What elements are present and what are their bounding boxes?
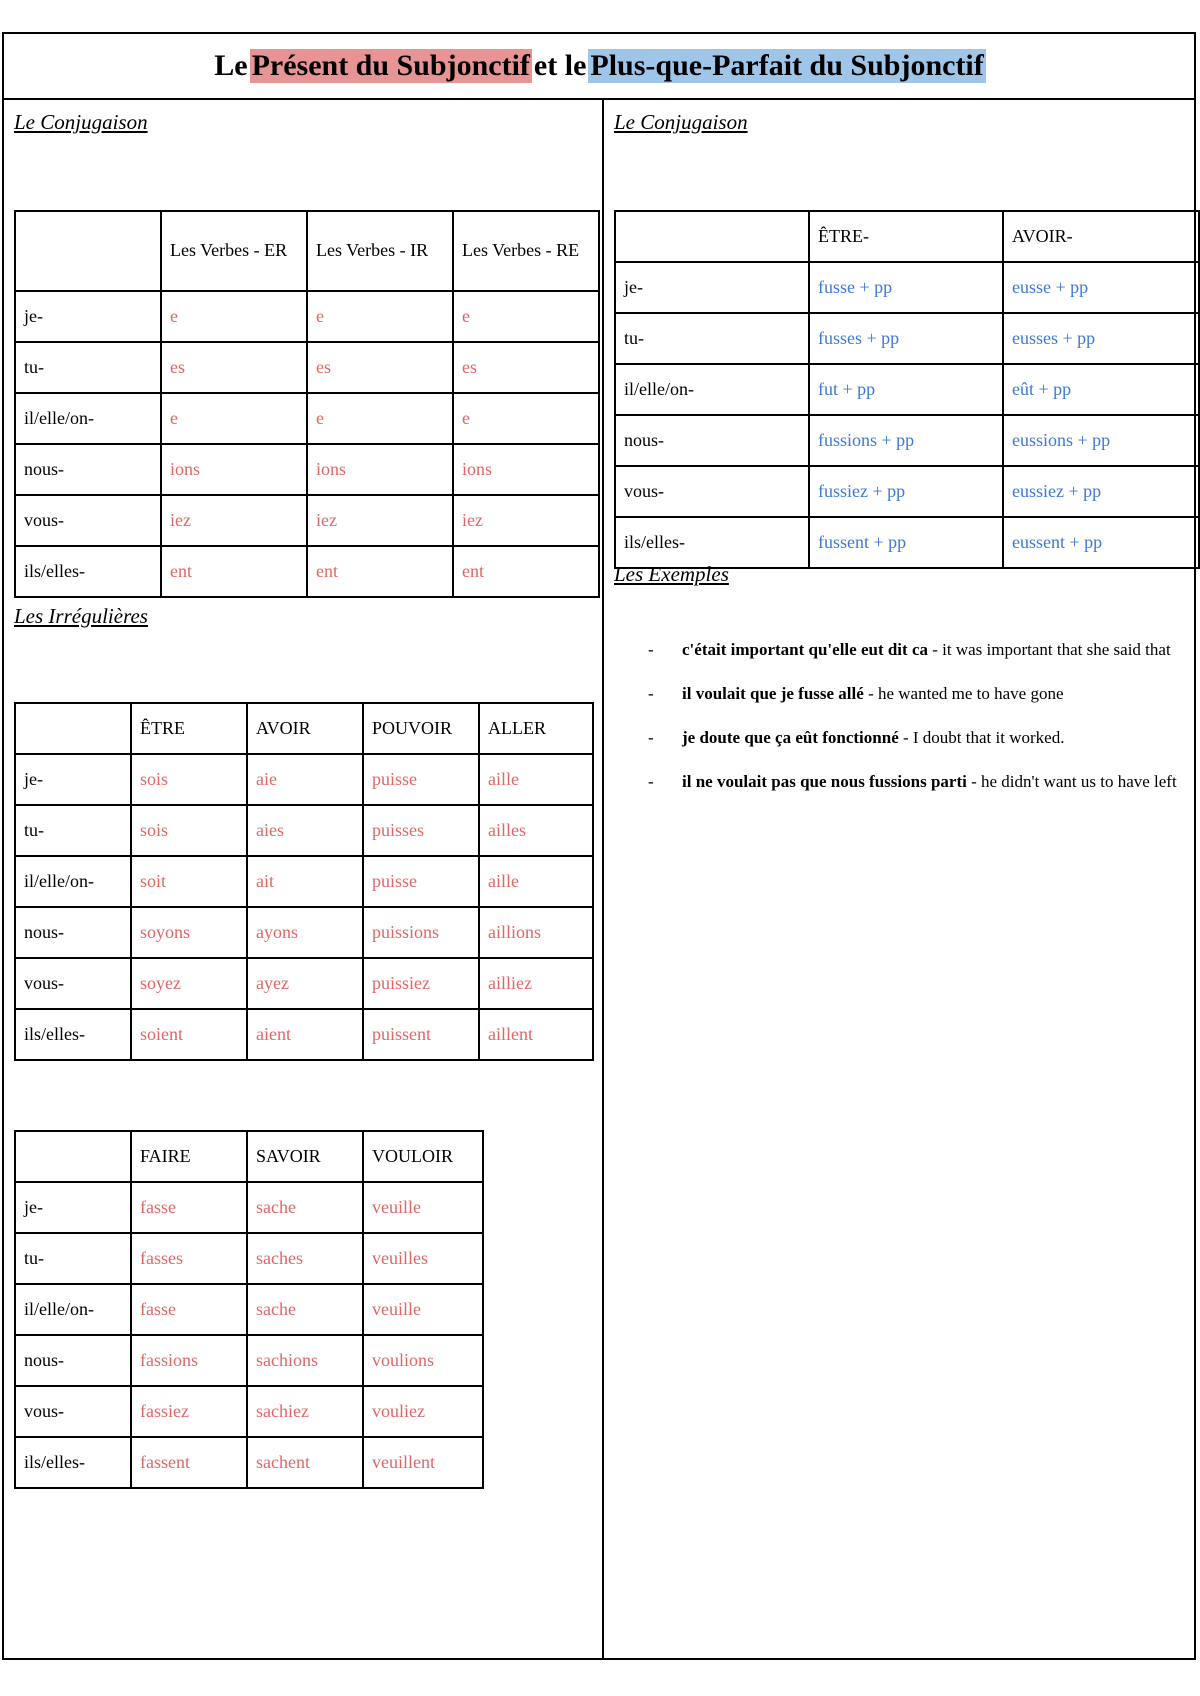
list-item: - je doute que ça eût fonctionné - I doubt that it worked. — [648, 728, 1065, 747]
list-item: - il voulait que je fusse allé - he wanted me to have gone — [648, 684, 1064, 703]
ending-cell: fassiez — [131, 1386, 247, 1437]
ending-cell: eussiez + pp — [1003, 466, 1199, 517]
ending-cell: puisse — [363, 754, 479, 805]
example-french: c'était important qu'elle eut dit ca — [682, 640, 928, 659]
pronoun-cell: tu- — [15, 1233, 131, 1284]
example-english: - it was important that she said that — [928, 640, 1171, 659]
example-french: je doute que ça eût fonctionné — [682, 728, 899, 747]
irregular-verbs-table-2 — [14, 1130, 484, 1489]
ending-cell: voulions — [363, 1335, 483, 1386]
pronoun-cell: vous- — [615, 466, 809, 517]
pronoun-cell: je- — [615, 262, 809, 313]
table-row — [15, 393, 599, 444]
ending-cell: ent — [307, 546, 453, 597]
ending-cell: veuillent — [363, 1437, 483, 1488]
examples-list — [612, 628, 1200, 804]
title-highlight-pqp: Plus-que-Parfait du Subjonctif — [590, 49, 984, 82]
pronoun-cell: il/elle/on- — [15, 856, 131, 907]
table-row — [15, 444, 599, 495]
table-header-cell: POUVOIR — [363, 703, 479, 754]
pronoun-cell: nous- — [15, 444, 161, 495]
ending-cell: soyez — [131, 958, 247, 1009]
pronoun-cell: il/elle/on- — [15, 1284, 131, 1335]
example-english: - he wanted me to have gone — [863, 684, 1064, 703]
irregular-verbs-table-1 — [14, 702, 594, 1061]
table-header-cell: VOULOIR — [363, 1131, 483, 1182]
table-header-row — [15, 703, 593, 754]
ending-cell: e — [453, 393, 599, 444]
pronoun-cell: il/elle/on- — [615, 364, 809, 415]
ending-cell: e — [161, 393, 307, 444]
pronoun-cell: tu- — [615, 313, 809, 364]
table-header-cell: ALLER — [479, 703, 593, 754]
table-row — [15, 1233, 483, 1284]
table-row — [15, 805, 593, 856]
ending-cell: fassions — [131, 1335, 247, 1386]
conjugaison-heading-right: Le Conjugaison — [614, 110, 748, 134]
table-row — [15, 1182, 483, 1233]
ending-cell: fussiez + pp — [809, 466, 1003, 517]
ending-cell: es — [161, 342, 307, 393]
ending-cell: saches — [247, 1233, 363, 1284]
example-french: il voulait que je fusse allé — [682, 684, 864, 703]
ending-cell: ions — [307, 444, 453, 495]
pronoun-cell: je- — [15, 754, 131, 805]
example-english: - I doubt that it worked. — [898, 728, 1065, 747]
table-header-cell — [15, 703, 131, 754]
ending-cell: ayez — [247, 958, 363, 1009]
table-header-cell: ÊTRE- — [809, 211, 1003, 262]
ending-cell: eussent + pp — [1003, 517, 1199, 568]
pronoun-cell: ils/elles- — [15, 546, 161, 597]
pronoun-cell: ils/elles- — [15, 1437, 131, 1488]
example-french: il ne voulait pas que nous fussions parti — [682, 772, 967, 791]
table-row — [615, 262, 1199, 313]
ending-cell: fusse + pp — [809, 262, 1003, 313]
table-header-row — [615, 211, 1199, 262]
pronoun-cell: vous- — [15, 1386, 131, 1437]
pqp-table — [614, 210, 1200, 569]
irregulieres-heading: Les Irrégulières — [14, 604, 148, 628]
table-row — [15, 291, 599, 342]
ending-cell: fusses + pp — [809, 313, 1003, 364]
ending-cell: sache — [247, 1182, 363, 1233]
exemples-heading: Les Exemples — [614, 562, 729, 586]
ending-cell: vouliez — [363, 1386, 483, 1437]
table-header-cell: SAVOIR — [247, 1131, 363, 1182]
pronoun-cell: je- — [15, 1182, 131, 1233]
ending-cell: fussent + pp — [809, 517, 1003, 568]
ending-cell: aies — [247, 805, 363, 856]
ending-cell: ions — [161, 444, 307, 495]
table-header-cell: Les Verbes - ER — [161, 211, 307, 291]
table-header-cell — [15, 1131, 131, 1182]
list-item: - c'était important qu'elle eut dit ca - it was important that she said that — [648, 640, 1171, 659]
title-prefix: Le — [214, 49, 248, 82]
table-row — [615, 313, 1199, 364]
ending-cell: fut + pp — [809, 364, 1003, 415]
pronoun-cell: ils/elles- — [15, 1009, 131, 1060]
table-row — [15, 495, 599, 546]
table-row — [615, 517, 1199, 568]
table-row — [15, 1009, 593, 1060]
ending-cell: sachions — [247, 1335, 363, 1386]
pronoun-cell: vous- — [15, 958, 131, 1009]
table-row — [615, 364, 1199, 415]
table-row — [15, 1437, 483, 1488]
table-row — [615, 415, 1199, 466]
title-middle: et le — [533, 49, 587, 82]
ending-cell: eusse + pp — [1003, 262, 1199, 313]
ending-cell: iez — [161, 495, 307, 546]
table-row — [15, 1335, 483, 1386]
table-row — [615, 466, 1199, 517]
pronoun-cell: tu- — [15, 805, 131, 856]
ending-cell: e — [453, 291, 599, 342]
ending-cell: fussions + pp — [809, 415, 1003, 466]
ending-cell: aille — [479, 856, 593, 907]
table-row — [15, 958, 593, 1009]
ending-cell: veuille — [363, 1284, 483, 1335]
table-header-row — [15, 211, 599, 291]
ending-cell: eût + pp — [1003, 364, 1199, 415]
ending-cell: ions — [453, 444, 599, 495]
ending-cell: sois — [131, 754, 247, 805]
table-row — [15, 546, 599, 597]
ending-cell: veuille — [363, 1182, 483, 1233]
table-row — [15, 1386, 483, 1437]
table-header-cell — [615, 211, 809, 262]
ending-cell: ailliez — [479, 958, 593, 1009]
ending-cell: iez — [453, 495, 599, 546]
pronoun-cell: nous- — [15, 907, 131, 958]
ending-cell: fasse — [131, 1284, 247, 1335]
pronoun-cell: nous- — [15, 1335, 131, 1386]
ending-cell: soyons — [131, 907, 247, 958]
regular-verbs-table — [14, 210, 600, 598]
ending-cell: aient — [247, 1009, 363, 1060]
ending-cell: ent — [453, 546, 599, 597]
ending-cell: puisse — [363, 856, 479, 907]
ending-cell: e — [307, 393, 453, 444]
table-row — [15, 754, 593, 805]
title-highlight-present: Présent du Subjonctif — [251, 49, 530, 82]
table-header-cell: ÊTRE — [131, 703, 247, 754]
ending-cell: aie — [247, 754, 363, 805]
ending-cell: puissiez — [363, 958, 479, 1009]
ending-cell: fasse — [131, 1182, 247, 1233]
table-header-cell: AVOIR — [247, 703, 363, 754]
ending-cell: sachent — [247, 1437, 363, 1488]
table-row — [15, 1284, 483, 1335]
ending-cell: sois — [131, 805, 247, 856]
ending-cell: e — [307, 291, 453, 342]
table-header-cell: Les Verbes - IR — [307, 211, 453, 291]
ending-cell: puissions — [363, 907, 479, 958]
pronoun-cell: vous- — [15, 495, 161, 546]
ending-cell: veuilles — [363, 1233, 483, 1284]
ending-cell: soient — [131, 1009, 247, 1060]
ending-cell: aillent — [479, 1009, 593, 1060]
table-row — [15, 342, 599, 393]
example-english: - he didn't want us to have left — [966, 772, 1177, 791]
page-frame — [2, 32, 1196, 1660]
page-title — [4, 34, 1194, 100]
ending-cell: sache — [247, 1284, 363, 1335]
pronoun-cell: nous- — [615, 415, 809, 466]
ending-cell: eusses + pp — [1003, 313, 1199, 364]
ending-cell: e — [161, 291, 307, 342]
conjugaison-heading-left: Le Conjugaison — [14, 110, 148, 134]
table-header-cell: Les Verbes - RE — [453, 211, 599, 291]
pronoun-cell: tu- — [15, 342, 161, 393]
ending-cell: sachiez — [247, 1386, 363, 1437]
ending-cell: es — [307, 342, 453, 393]
pronoun-cell: ils/elles- — [615, 517, 809, 568]
table-row — [15, 907, 593, 958]
ending-cell: soit — [131, 856, 247, 907]
ending-cell: ent — [161, 546, 307, 597]
table-header-cell — [15, 211, 161, 291]
table-header-row — [15, 1131, 483, 1182]
ending-cell: ait — [247, 856, 363, 907]
table-header-cell: AVOIR- — [1003, 211, 1199, 262]
pronoun-cell: il/elle/on- — [15, 393, 161, 444]
table-header-cell: FAIRE — [131, 1131, 247, 1182]
ending-cell: puissent — [363, 1009, 479, 1060]
ending-cell: fasses — [131, 1233, 247, 1284]
table-row — [15, 856, 593, 907]
ending-cell: puisses — [363, 805, 479, 856]
ending-cell: aille — [479, 754, 593, 805]
column-divider — [602, 98, 604, 1660]
ending-cell: es — [453, 342, 599, 393]
ending-cell: aillions — [479, 907, 593, 958]
ending-cell: ailles — [479, 805, 593, 856]
ending-cell: ayons — [247, 907, 363, 958]
pronoun-cell: je- — [15, 291, 161, 342]
ending-cell: iez — [307, 495, 453, 546]
list-item: - il ne voulait pas que nous fussions parti - he didn't want us to have left — [648, 772, 1177, 791]
ending-cell: eussions + pp — [1003, 415, 1199, 466]
ending-cell: fassent — [131, 1437, 247, 1488]
